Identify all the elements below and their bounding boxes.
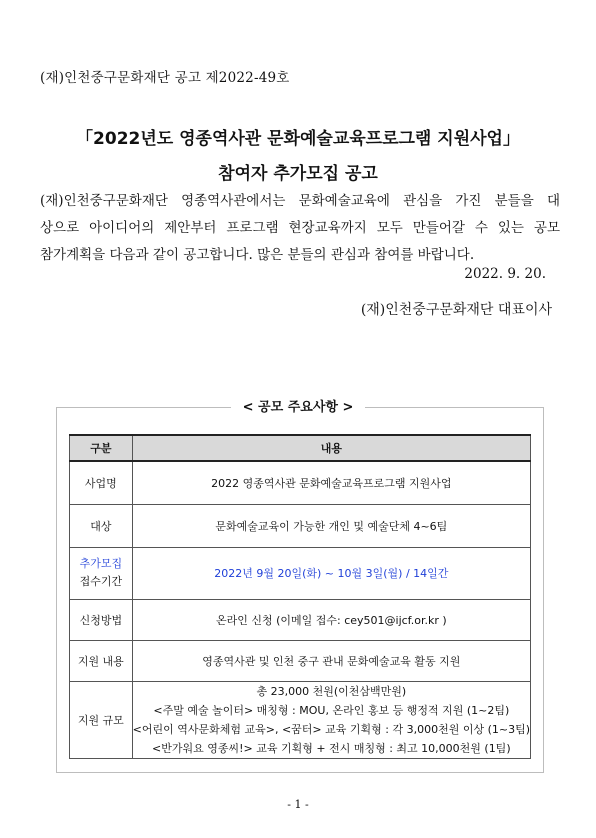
row-label-highlight: 추가모집: [79, 557, 123, 570]
summary-heading: < 공모 주요사항 >: [0, 396, 596, 415]
header-category: 구분: [70, 435, 133, 461]
scale-line: <반가워요 영종씨!> 교육 기획형 + 전시 매칭형 : 최고 10,000천원 (1팀): [152, 741, 511, 755]
row-label: 대상: [70, 504, 133, 547]
row-content-email: 온라인 신청 (이메일 접수: cey501@ijcf.or.kr ): [132, 599, 530, 640]
table-row: [70, 681, 531, 758]
row-content-period: 2022년 9월 20일(화) ~ 10월 3일(월) / 14일간: [132, 547, 530, 599]
page-number: - 1 -: [287, 798, 309, 811]
table-header-row: [70, 435, 531, 461]
row-label: [70, 547, 133, 599]
notice-number: (재)인천중구문화재단 공고 제2022-49호: [40, 70, 290, 86]
intro-line: 상으로 아이디어의 제안부터 프로그램 현장교육까지 모두 만들어갈 수 있는 공모: [40, 220, 560, 236]
table-row: [70, 599, 531, 640]
scale-line: 총 23,000 천원(이천삼백만원): [256, 684, 407, 698]
intro-paragraph: [40, 188, 560, 269]
table-row: [70, 504, 531, 547]
row-label: 신청방법: [70, 599, 133, 640]
header-content: 내용: [132, 435, 530, 461]
signer: (재)인천중구문화재단 대표이사: [360, 302, 552, 318]
document-subtitle: 참여자 추가모집 공고: [218, 164, 378, 184]
table-row: [70, 547, 531, 599]
row-content: 영종역사관 및 인천 중구 관내 문화예술교육 활동 지원: [132, 640, 530, 681]
table-row: [70, 640, 531, 681]
notice-date: 2022. 9. 20.: [464, 266, 546, 282]
row-label-sub: 접수기간: [79, 575, 123, 588]
row-content: 2022 영종역사관 문화예술교육프로그램 지원사업: [132, 461, 530, 504]
row-label: 사업명: [70, 461, 133, 504]
summary-table: [69, 434, 531, 759]
table-row: [70, 461, 531, 504]
intro-line: (재)인천중구문화재단 영종역사관에서는 문화예술교육에 관심을 가진 분들을 대: [40, 193, 560, 209]
row-label: 지원 규모: [70, 681, 133, 758]
row-content-scale: [132, 681, 530, 758]
document-title: 「2022년도 영종역사관 문화예술교육프로그램 지원사업」: [76, 129, 520, 149]
row-label: 지원 내용: [70, 640, 133, 681]
intro-line: 참가계획을 다음과 같이 공고합니다. 많은 분들의 관심과 참여를 바랍니다.: [40, 247, 475, 263]
scale-line: <어린이 역사문화체험 교육>, <꿈터> 교육 기획형 : 각 3,000천원 이상 (1~3팀): [132, 722, 530, 736]
row-content: 문화예술교육이 가능한 개인 및 예술단체 4~6팀: [132, 504, 530, 547]
scale-line: <주말 예술 놀이터> 매칭형 : MOU, 온라인 홍보 등 행정적 지원 (1~2팀): [153, 703, 510, 717]
